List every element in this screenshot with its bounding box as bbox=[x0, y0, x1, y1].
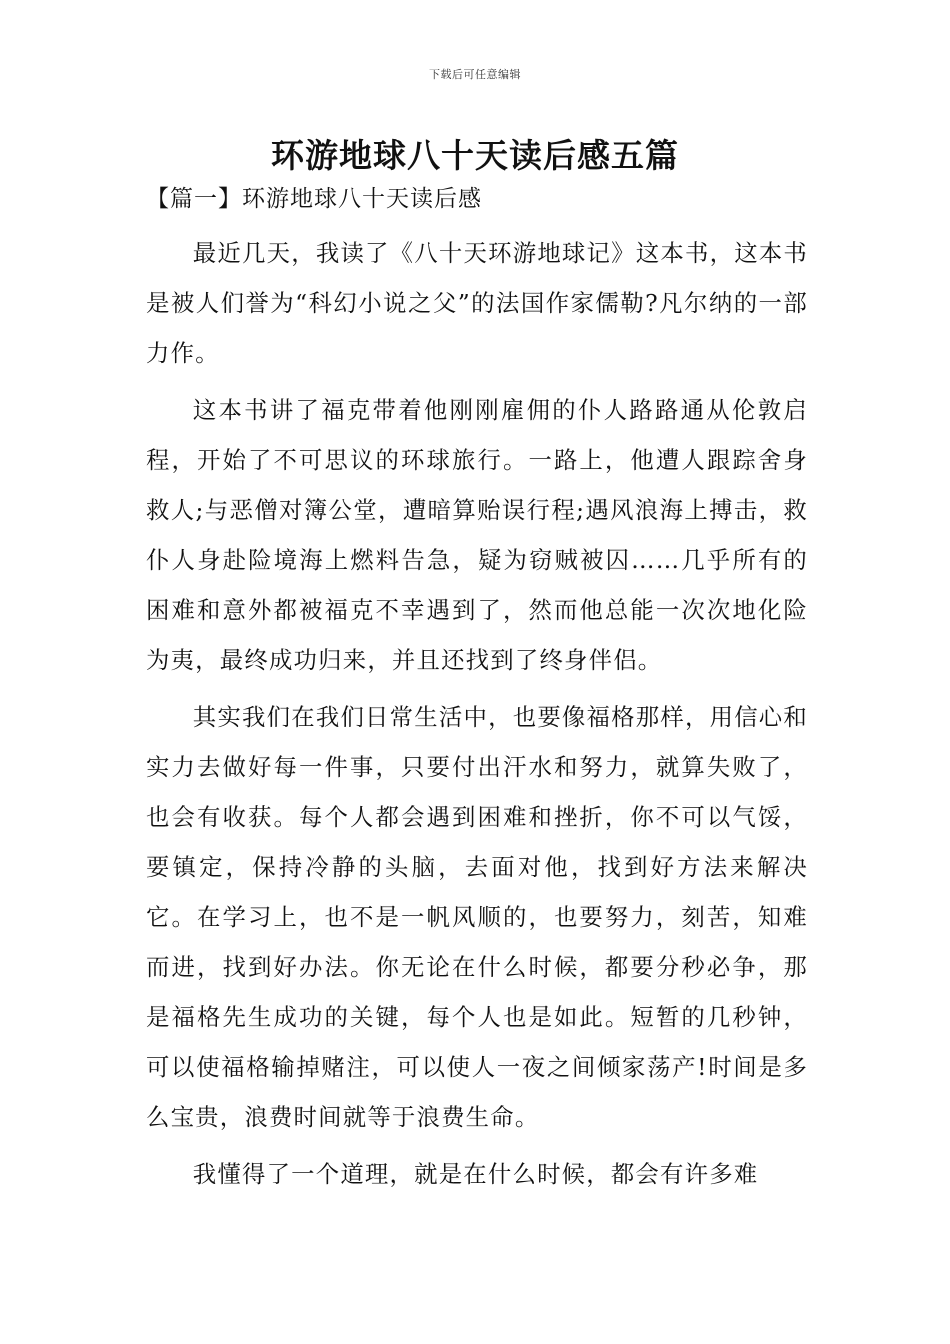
page-title: 环游地球八十天读后感五篇 bbox=[271, 136, 679, 175]
paragraph: 我懂得了一个道理，就是在什么时候，都会有许多难 bbox=[192, 1160, 759, 1188]
paragraph: 最近几天，我读了《八十天环游地球记》这本书，这本书是被人们誉为“科幻小说之父”的法国作家儒勒?凡尔纳的一部力作。 bbox=[146, 239, 808, 367]
header-note: 下载后可任意编辑 bbox=[429, 68, 521, 81]
paragraph: 这本书讲了福克带着他刚刚雇佣的仆人路路通从伦敦启程，开始了不可思议的环球旅行。一路上，他遭人跟踪舍身救人;与恶僧对簿公堂，遭暗算贻误行程;遇风浪海上搏击，救仆人身赴险境海上燃料告急，疑为窃贼被囚……几乎所有的困难和意外都被福克不幸遇到了，然而他总能一次次地化险为夷，最终成功归来，并且还找到了终身伴侣。 bbox=[146, 396, 808, 674]
body-text bbox=[146, 228, 808, 1206]
paragraph: 其实我们在我们日常生活中，也要像福格那样，用信心和实力去做好每一件事，只要付出汗水和努力，就算失败了，也会有收获。每个人都会遇到困难和挫折，你不可以气馁，要镇定，保持冷静的头脑，去面对他，找到好方法来解决它。在学习上，也不是一帆风顺的，也要努力，刻苦，知难而进，找到好办法。你无论在什么时候，都要分秒必争，那是福格先生成功的关键，每个人也是如此。短暂的几秒钟，可以使福格输掉赌注，可以使人一夜之间倾家荡产!时间是多么宝贵，浪费时间就等于浪费生命。 bbox=[146, 703, 808, 1131]
section-heading: 【篇一】环游地球八十天读后感 bbox=[146, 186, 482, 212]
